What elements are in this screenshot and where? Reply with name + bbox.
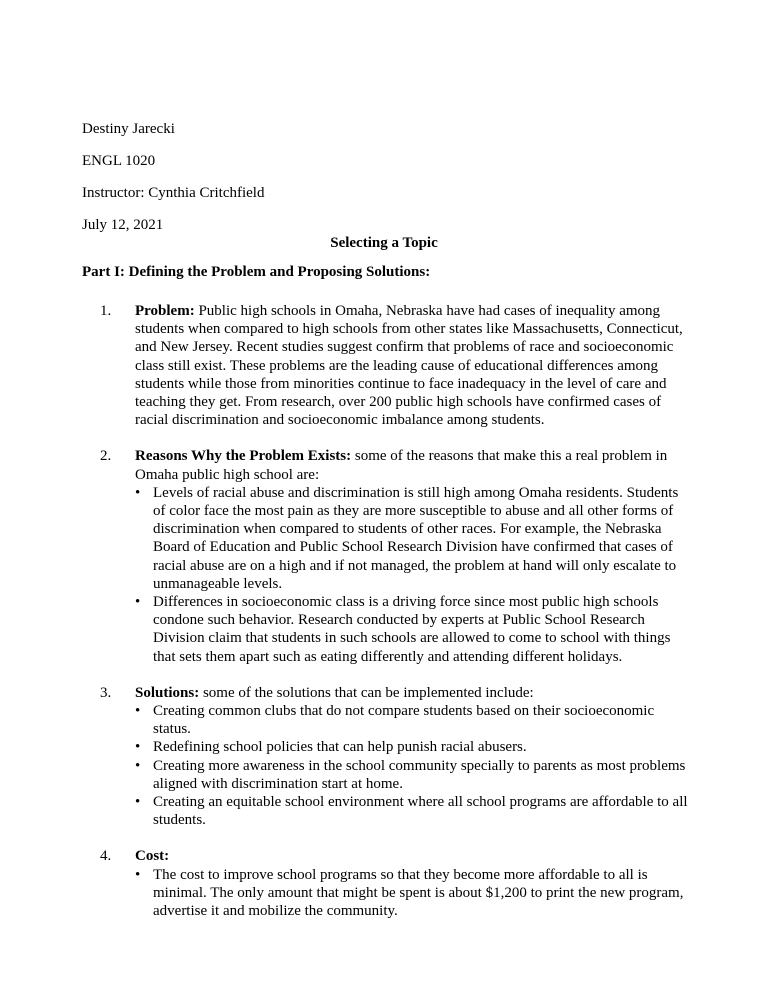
section-lead: Cost:	[135, 848, 170, 865]
section-number: 3.	[100, 684, 112, 701]
instructor-line: Instructor: Cynthia Critchfield	[82, 185, 265, 201]
section-paragraph	[135, 847, 692, 865]
course-code: ENGL 1020	[82, 153, 156, 169]
section-paragraph	[135, 684, 692, 702]
bullet-dot-icon: •	[135, 794, 141, 811]
section-text: Public high schools in Omaha, Nebraska have had cases of inequality among students when compared to high schools from other states like Massachusetts, Connecticut, and New Jersey. Recent studies suggest confirm that problems of race and socioeconomic class still exist. These problems are the leading cause of educational differences among students while those from minorities continue to face inadequacy in the level of care and teaching they get. From research, over 200 public high schools have confirmed cases of racial discrimination and socioeconomic imbalance among students.	[135, 303, 683, 429]
bullet-item	[135, 757, 692, 793]
numbered-sections	[82, 302, 692, 938]
bullet-list	[135, 702, 692, 829]
document-title: Selecting a Topic	[330, 235, 438, 251]
section-number: 4.	[100, 848, 112, 865]
bullet-item	[135, 866, 692, 921]
bullet-item	[135, 702, 692, 738]
bullet-text: Levels of racial abuse and discrimination is still high among Omaha residents. Students of color face the most pain as they are more susceptible to abuse and all other forms of discrimination when compared to students of other races. For example, the Nebraska Board of Education and Public School Research Division have confirmed that cases of racial abuse are on a high and if not managed, the problem at hand will only escalate to unmanageable levels.	[153, 484, 679, 592]
section-lead: Reasons Why the Problem Exists:	[135, 448, 352, 465]
bullet-text: The cost to improve school programs so that they become more affordable to all is minimal. The only amount that might be spent is about $1,200 to print the new program, advertise it and mobilize the community.	[153, 866, 684, 920]
part-heading: Part I: Defining the Problem and Proposing Solutions:	[82, 264, 431, 280]
bullet-dot-icon: •	[135, 703, 141, 720]
bullet-text: Differences in socioeconomic class is a driving force since most public high schools condone such behavior. Research conducted by experts at Public School Research Division claim that students in such schools are allowed to come to school with things that sets them apart such as eating differently and attending different holidays.	[153, 594, 671, 665]
bullet-text: Creating common clubs that do not compare students based on their socioeconomic status.	[153, 703, 655, 738]
bullet-item	[135, 738, 692, 756]
section-text: some of the solutions that can be implemented include:	[199, 684, 534, 701]
section-paragraph	[135, 447, 692, 483]
section-number: 2.	[100, 448, 112, 465]
date-line: July 12, 2021	[82, 217, 164, 233]
section-3	[82, 684, 692, 830]
bullet-text: Redefining school policies that can help punish racial abusers.	[153, 739, 527, 756]
bullet-dot-icon: •	[135, 757, 141, 774]
section-lead: Solutions:	[135, 684, 200, 701]
section-2	[82, 447, 692, 665]
bullet-dot-icon: •	[135, 866, 141, 883]
bullet-list	[135, 484, 692, 666]
section-4	[82, 847, 692, 920]
section-number: 1.	[100, 303, 112, 319]
bullet-list	[135, 866, 692, 921]
section-lead: Problem:	[135, 303, 195, 319]
bullet-dot-icon: •	[135, 739, 141, 756]
bullet-item	[135, 593, 692, 666]
bullet-item	[135, 793, 692, 829]
bullet-text: Creating an equitable school environment where all school programs are affordable to all students.	[153, 794, 688, 829]
bullet-dot-icon: •	[135, 484, 141, 501]
bullet-item	[135, 484, 692, 593]
author-name: Destiny Jarecki	[82, 121, 175, 137]
section-paragraph	[135, 302, 692, 429]
bullet-dot-icon: •	[135, 594, 141, 611]
bullet-text: Creating more awareness in the school community specially to parents as most problems aligned with discrimination start at home.	[153, 757, 686, 792]
section-1	[82, 302, 692, 429]
section-text: some of the reasons that make this a real problem in Omaha public high school are:	[135, 448, 668, 483]
